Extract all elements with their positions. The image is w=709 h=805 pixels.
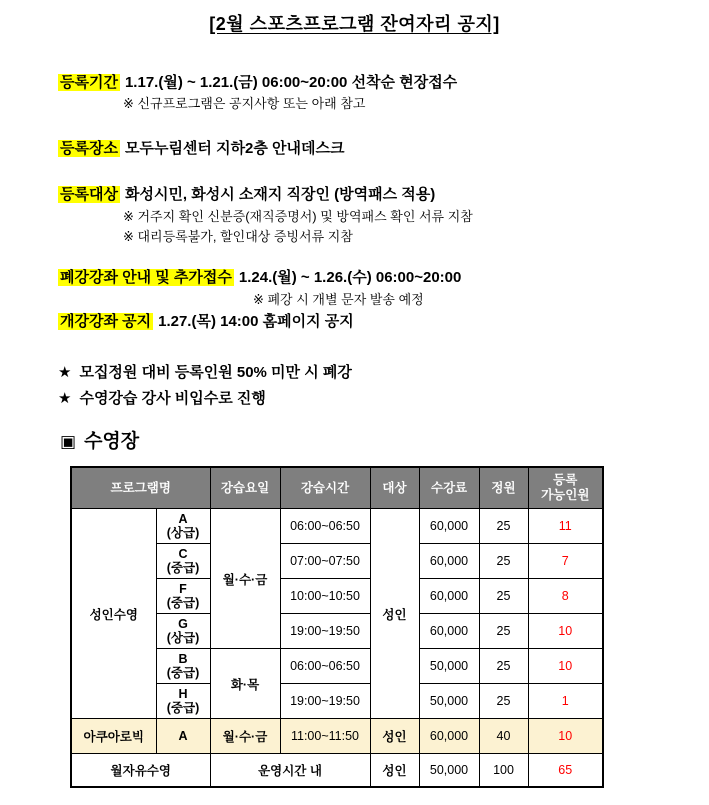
closure-notice-line bbox=[58, 268, 709, 288]
cell-capacity: 25 bbox=[479, 649, 528, 684]
registration-place-line bbox=[58, 139, 709, 159]
registration-target-note-2: ※ 대리등록불가, 할인대상 증빙서류 지참 bbox=[123, 229, 353, 244]
cell-class-name: F bbox=[179, 582, 187, 596]
cell-fee: 50,000 bbox=[419, 684, 479, 719]
cell-class bbox=[156, 579, 210, 614]
cell-available: 11 bbox=[528, 509, 603, 544]
cell-fee: 50,000 bbox=[419, 754, 479, 787]
cell-class-name: C bbox=[178, 547, 188, 561]
cell-capacity: 40 bbox=[479, 719, 528, 754]
table-header-row bbox=[71, 467, 603, 509]
registration-place-value: 모두누림센터 지하2층 안내데스크 bbox=[124, 140, 345, 157]
table-row-aquarobics bbox=[71, 719, 603, 754]
cell-time: 운영시간 내 bbox=[210, 754, 370, 787]
pool-section-heading bbox=[60, 431, 709, 453]
cell-available: 7 bbox=[528, 544, 603, 579]
star-icon: ★ bbox=[58, 364, 72, 381]
cell-program: 월자유수영 bbox=[71, 754, 210, 787]
closure-notice-label: 폐강강좌 안내 및 추가접수 bbox=[60, 269, 232, 286]
table-row-free-swim bbox=[71, 754, 603, 787]
col-header-program: 프로그램명 bbox=[71, 467, 210, 509]
cell-capacity: 25 bbox=[479, 579, 528, 614]
col-header-available bbox=[528, 467, 603, 509]
registration-period-note: ※ 신규프로그램은 공지사항 또는 아래 참고 bbox=[123, 96, 366, 111]
cell-capacity: 25 bbox=[479, 614, 528, 649]
rule-instructor bbox=[58, 390, 709, 408]
col-header-fee: 수강료 bbox=[419, 467, 479, 509]
cell-target: 성인 bbox=[370, 754, 419, 787]
cell-fee: 60,000 bbox=[419, 719, 479, 754]
registration-period-label: 등록기간 bbox=[60, 74, 118, 91]
cell-program: 아쿠아로빅 bbox=[71, 719, 156, 754]
registration-period-line bbox=[58, 73, 709, 93]
cell-time: 19:00~19:50 bbox=[280, 684, 370, 719]
cell-available: 8 bbox=[528, 579, 603, 614]
cell-available: 65 bbox=[528, 754, 603, 787]
cell-time: 19:00~19:50 bbox=[280, 614, 370, 649]
cell-days: 화·목 bbox=[210, 649, 280, 719]
cell-fee: 60,000 bbox=[419, 579, 479, 614]
cell-class-level: (상급) bbox=[166, 631, 200, 645]
col-header-available-line2: 가능인원 bbox=[541, 488, 590, 502]
pool-section-title: 수영장 bbox=[84, 431, 140, 452]
cell-class-level: (상급) bbox=[166, 526, 200, 540]
registration-target-line bbox=[58, 185, 709, 205]
cell-fee: 60,000 bbox=[419, 544, 479, 579]
page-title: [2월 스포츠프로그램 잔여자리 공지] bbox=[209, 14, 500, 34]
cell-class-level: (중급) bbox=[166, 666, 200, 680]
cell-class-name: A bbox=[156, 719, 210, 754]
cell-class bbox=[156, 509, 210, 544]
cell-program-group: 성인수영 bbox=[71, 509, 156, 719]
square-bullet-icon: ▣ bbox=[60, 432, 77, 451]
cell-available: 1 bbox=[528, 684, 603, 719]
cell-time: 07:00~07:50 bbox=[280, 544, 370, 579]
closure-notice-note: ※ 폐강 시 개별 문자 발송 예정 bbox=[253, 292, 424, 307]
cell-days: 월·수·금 bbox=[210, 719, 280, 754]
cell-time: 06:00~06:50 bbox=[280, 509, 370, 544]
registration-period-value: 1.17.(월) ~ 1.21.(금) 06:00~20:00 선착순 현장접수 bbox=[124, 74, 458, 91]
cell-time: 10:00~10:50 bbox=[280, 579, 370, 614]
cell-days: 월·수·금 bbox=[210, 509, 280, 649]
opening-notice-label: 개강강좌 공지 bbox=[60, 313, 152, 330]
cell-capacity: 25 bbox=[479, 509, 528, 544]
cell-capacity: 100 bbox=[479, 754, 528, 787]
cell-capacity: 25 bbox=[479, 544, 528, 579]
cell-time: 06:00~06:50 bbox=[280, 649, 370, 684]
cell-fee: 60,000 bbox=[419, 614, 479, 649]
opening-notice-line bbox=[58, 312, 709, 332]
cell-class-name: H bbox=[178, 687, 188, 701]
table-row bbox=[71, 509, 603, 544]
col-header-capacity: 정원 bbox=[479, 467, 528, 509]
registration-target-value: 화성시민, 화성시 소재지 직장인 (방역패스 적용) bbox=[124, 186, 436, 203]
col-header-available-line1: 등록 bbox=[553, 473, 578, 487]
opening-notice-value: 1.27.(목) 14:00 홈페이지 공지 bbox=[158, 313, 354, 330]
cell-class-name: A bbox=[178, 512, 188, 526]
cell-class-level: (중급) bbox=[166, 701, 200, 715]
star-icon: ★ bbox=[58, 390, 72, 407]
closure-notice-value: 1.24.(월) ~ 1.26.(수) 06:00~20:00 bbox=[238, 269, 462, 286]
cell-class-level: (중급) bbox=[166, 596, 200, 610]
registration-target-note-1: ※ 거주지 확인 신분증(재직증명서) 및 방역패스 확인 서류 지참 bbox=[123, 209, 473, 224]
cell-class bbox=[156, 544, 210, 579]
pool-schedule-table bbox=[70, 466, 604, 788]
rule-instructor-text: 수영강습 강사 비입수로 진행 bbox=[79, 390, 266, 407]
cell-class-name: B bbox=[178, 652, 188, 666]
cell-class bbox=[156, 684, 210, 719]
cell-capacity: 25 bbox=[479, 684, 528, 719]
col-header-target: 대상 bbox=[370, 467, 419, 509]
col-header-days: 강습요일 bbox=[210, 467, 280, 509]
cell-class bbox=[156, 649, 210, 684]
registration-target-label: 등록대상 bbox=[60, 186, 118, 203]
cell-target: 성인 bbox=[370, 719, 419, 754]
registration-place-label: 등록장소 bbox=[60, 140, 118, 157]
col-header-time: 강습시간 bbox=[280, 467, 370, 509]
cell-available: 10 bbox=[528, 614, 603, 649]
cell-available: 10 bbox=[528, 719, 603, 754]
cell-available: 10 bbox=[528, 649, 603, 684]
cell-class-name: G bbox=[178, 617, 188, 631]
cell-time: 11:00~11:50 bbox=[280, 719, 370, 754]
cell-fee: 50,000 bbox=[419, 649, 479, 684]
rule-closure-threshold bbox=[58, 364, 709, 382]
cell-target: 성인 bbox=[370, 509, 419, 719]
cell-class-level: (중급) bbox=[166, 561, 200, 575]
cell-class bbox=[156, 614, 210, 649]
cell-fee: 60,000 bbox=[419, 509, 479, 544]
rule-closure-threshold-text: 모집정원 대비 등록인원 50% 미만 시 폐강 bbox=[79, 364, 352, 381]
